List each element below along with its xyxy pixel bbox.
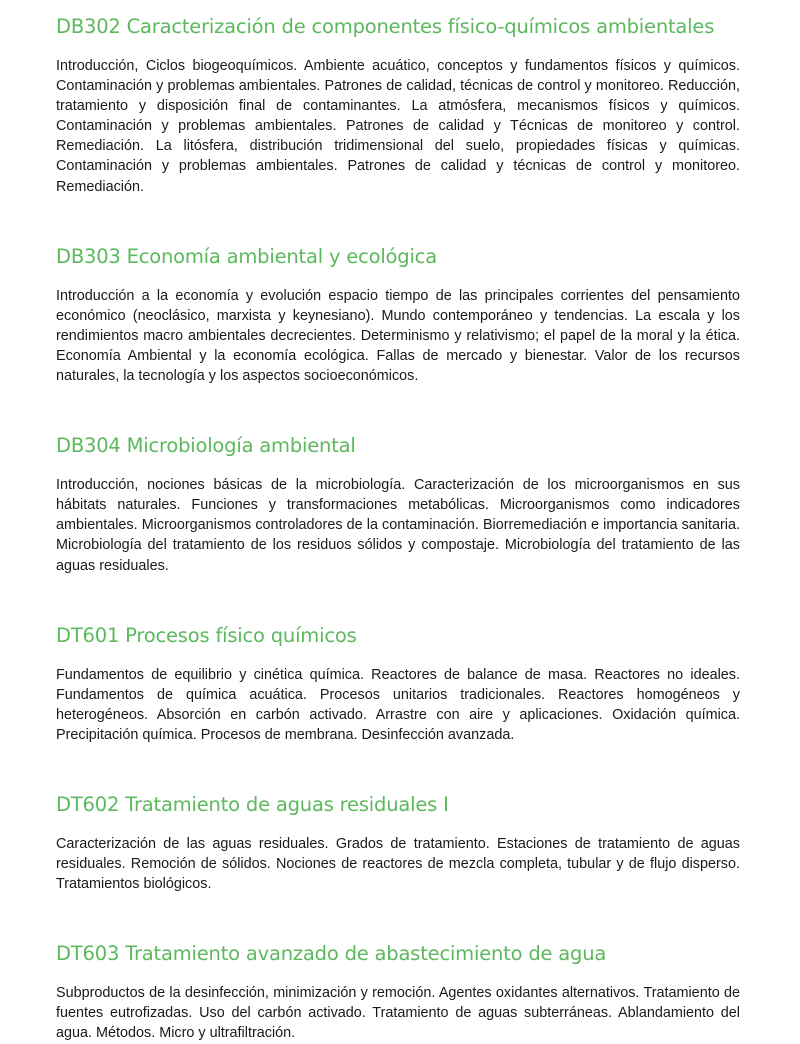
course-title: DB302 Caracterización de componentes físico-químicos ambientales — [56, 15, 715, 38]
course-description: Subproductos de la desinfección, minimización y remoción. Agentes oxidantes alternativos. Tratamiento de fuentes eutrofizadas. Uso del carbón activado. Tratamiento de aguas subterráneas. Ablandamiento del agua. Métodos. Micro y ultrafiltración. — [56, 985, 740, 1042]
course-description: Introducción, Ciclos biogeoquímicos. Ambiente acuático, conceptos y fundamentos físicos y químicos. Contaminación y problemas ambientales. Patrones de calidad, técnicas de control y monitoreo. Reducción, tratamiento y disposición final de contaminantes. La atmósfera, mecanismos físicos y químicos. Contaminación y problemas ambientales. Patrones de calidad y Técnicas de monitoreo y control. Remediación. La litósfera, distribución tridimensional del suelo, propiedades físicas y químicas. Contaminación y problemas ambientales. Patrones de calidad y técnicas de control y monitoreo. Remediación. — [56, 58, 740, 195]
course-section-dt603 — [56, 939, 740, 1043]
course-title: DB304 Microbiología ambiental — [56, 434, 356, 458]
course-section-dt601 — [56, 621, 740, 745]
course-title: DT601 Procesos físico químicos — [56, 623, 357, 647]
course-title: DT602 Tratamiento de aguas residuales I — [56, 792, 449, 816]
course-section-db302 — [56, 12, 740, 197]
course-catalog-page — [56, 12, 740, 1044]
course-description: Introducción a la economía y evolución espacio tiempo de las principales corrientes del pensamiento económico (neoclásico, marxista y keynesiano). Mundo contemporáneo y tendencias. La escala y los rendimientos macro ambientales decrecientes. Determinismo y relativismo; el papel de la moral y la ética. Economía Ambiental y la economía ecológica. Fallas de mercado y bienestar. Valor de los recursos naturales, la tecnología y los aspectos socioeconómicos. — [56, 287, 740, 385]
course-title: DB303 Economía ambiental y ecológica — [56, 244, 437, 268]
course-description: Caracterización de las aguas residuales. Grados de tratamiento. Estaciones de tratamiento de aguas residuales. Remoción de sólidos. Nociones de reactores de mezcla completa, tubular y de flujo disperso. Tratamientos biológicos. — [56, 835, 740, 893]
course-description: Fundamentos de equilibrio y cinética química. Reactores de balance de masa. Reactores no ideales. Fundamentos de química acuática. Procesos unitarios tradicionales. Reactores homogéneos y heterogéneos. Absorción en carbón activado. Arrastre con aire y aplicaciones. Oxidación química. Precipitación química. Procesos de membrana. Desinfección avanzada. — [56, 666, 740, 743]
course-title: DT603 Tratamiento avanzado de abastecimiento de agua — [56, 942, 607, 966]
course-section-db304 — [56, 431, 740, 575]
course-description: Introducción, nociones básicas de la microbiología. Caracterización de los microorganismos en sus hábitats naturales. Funciones y transformaciones metabólicas. Microorganismos como indicadores ambientales. Microorganismos controladores de la contaminación. Biorremediación e importancia sanitaria. Microbiología del tratamiento de los residuos sólidos y compostaje. Microbiología del tratamiento de las aguas residuales. — [56, 477, 740, 574]
course-section-dt602 — [56, 790, 740, 894]
course-section-db303 — [56, 242, 740, 386]
